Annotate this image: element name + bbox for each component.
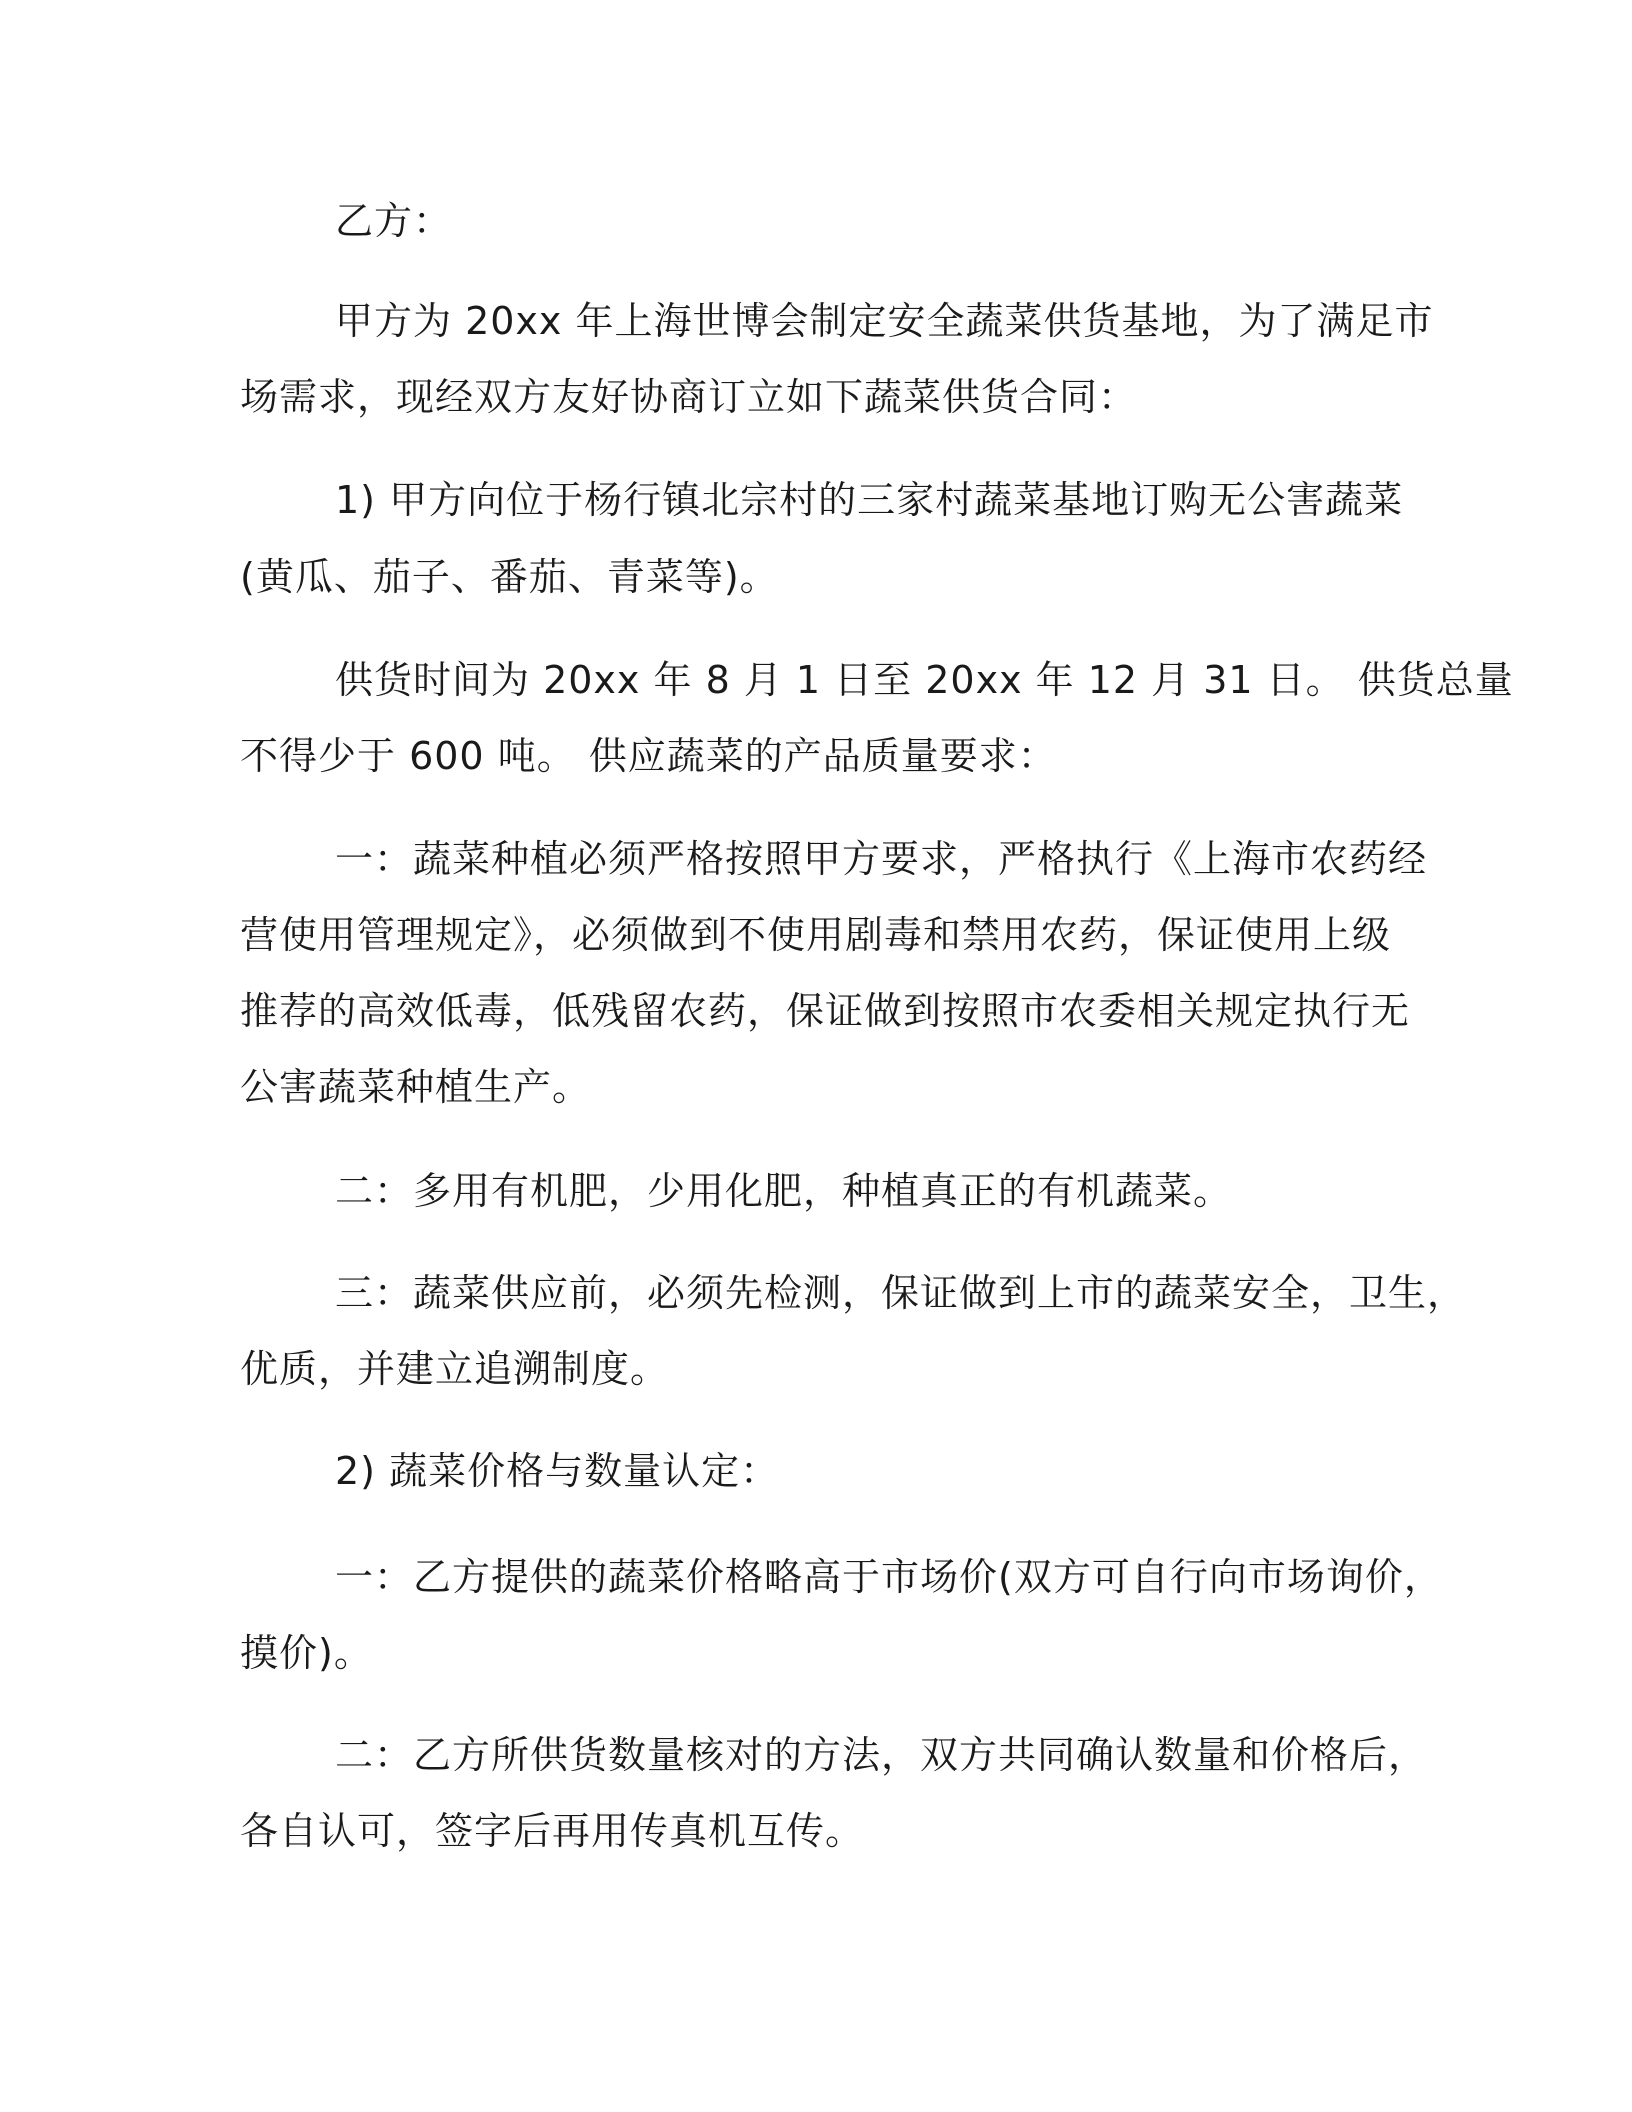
clause-2-heading: 2) 蔬菜价格与数量认定： (335, 1449, 780, 1493)
quality-item-3-line-1: 三：蔬菜供应前，必须先检测，保证做到上市的蔬菜安全，卫生， (335, 1271, 1467, 1315)
supply-time-line-2: 不得少于 600 吨。 供应蔬菜的产品质量要求： (240, 734, 1057, 778)
price-item-2-line-2: 各自认可，签字后再用传真机互传。 (240, 1809, 865, 1853)
price-item-1-line-1: 一：乙方提供的蔬菜价格略高于市场价(双方可自行向市场询价， (335, 1555, 1443, 1599)
party-b-label: 乙方： (335, 199, 453, 243)
quality-item-1-line-3: 推荐的高效低毒，低残留农药，保证做到按照市农委相关规定执行无 (240, 989, 1411, 1033)
clause-1-line-2: (黄瓜、茄子、番茄、青菜等)。 (240, 555, 779, 599)
quality-item-1-line-2: 营使用管理规定》，必须做到不使用剧毒和禁用农药，保证使用上级 (240, 913, 1392, 957)
quality-item-1-line-4: 公害蔬菜种植生产。 (240, 1065, 592, 1109)
paragraph-intro-line-2: 场需求，现经双方友好协商订立如下蔬菜供货合同： (240, 375, 1138, 419)
quality-item-3-line-2: 优质，并建立追溯制度。 (240, 1347, 670, 1391)
quality-item-2: 二：多用有机肥，少用化肥，种植真正的有机蔬菜。 (335, 1169, 1233, 1213)
paragraph-intro-line-1: 甲方为 20xx 年上海世博会制定安全蔬菜供货基地，为了满足市 (335, 299, 1434, 343)
price-item-2-line-1: 二：乙方所供货数量核对的方法，双方共同确认数量和价格后， (335, 1733, 1428, 1777)
supply-time-line-1: 供货时间为 20xx 年 8 月 1 日至 20xx 年 12 月 31 日。 供货总量 (335, 658, 1514, 702)
price-item-1-line-2: 摸价)。 (240, 1631, 373, 1675)
clause-1-line-1: 1) 甲方向位于杨行镇北宗村的三家村蔬菜基地订购无公害蔬菜 (335, 478, 1404, 522)
quality-item-1-line-1: 一：蔬菜种植必须严格按照甲方要求，严格执行《上海市农药经 (335, 837, 1428, 881)
